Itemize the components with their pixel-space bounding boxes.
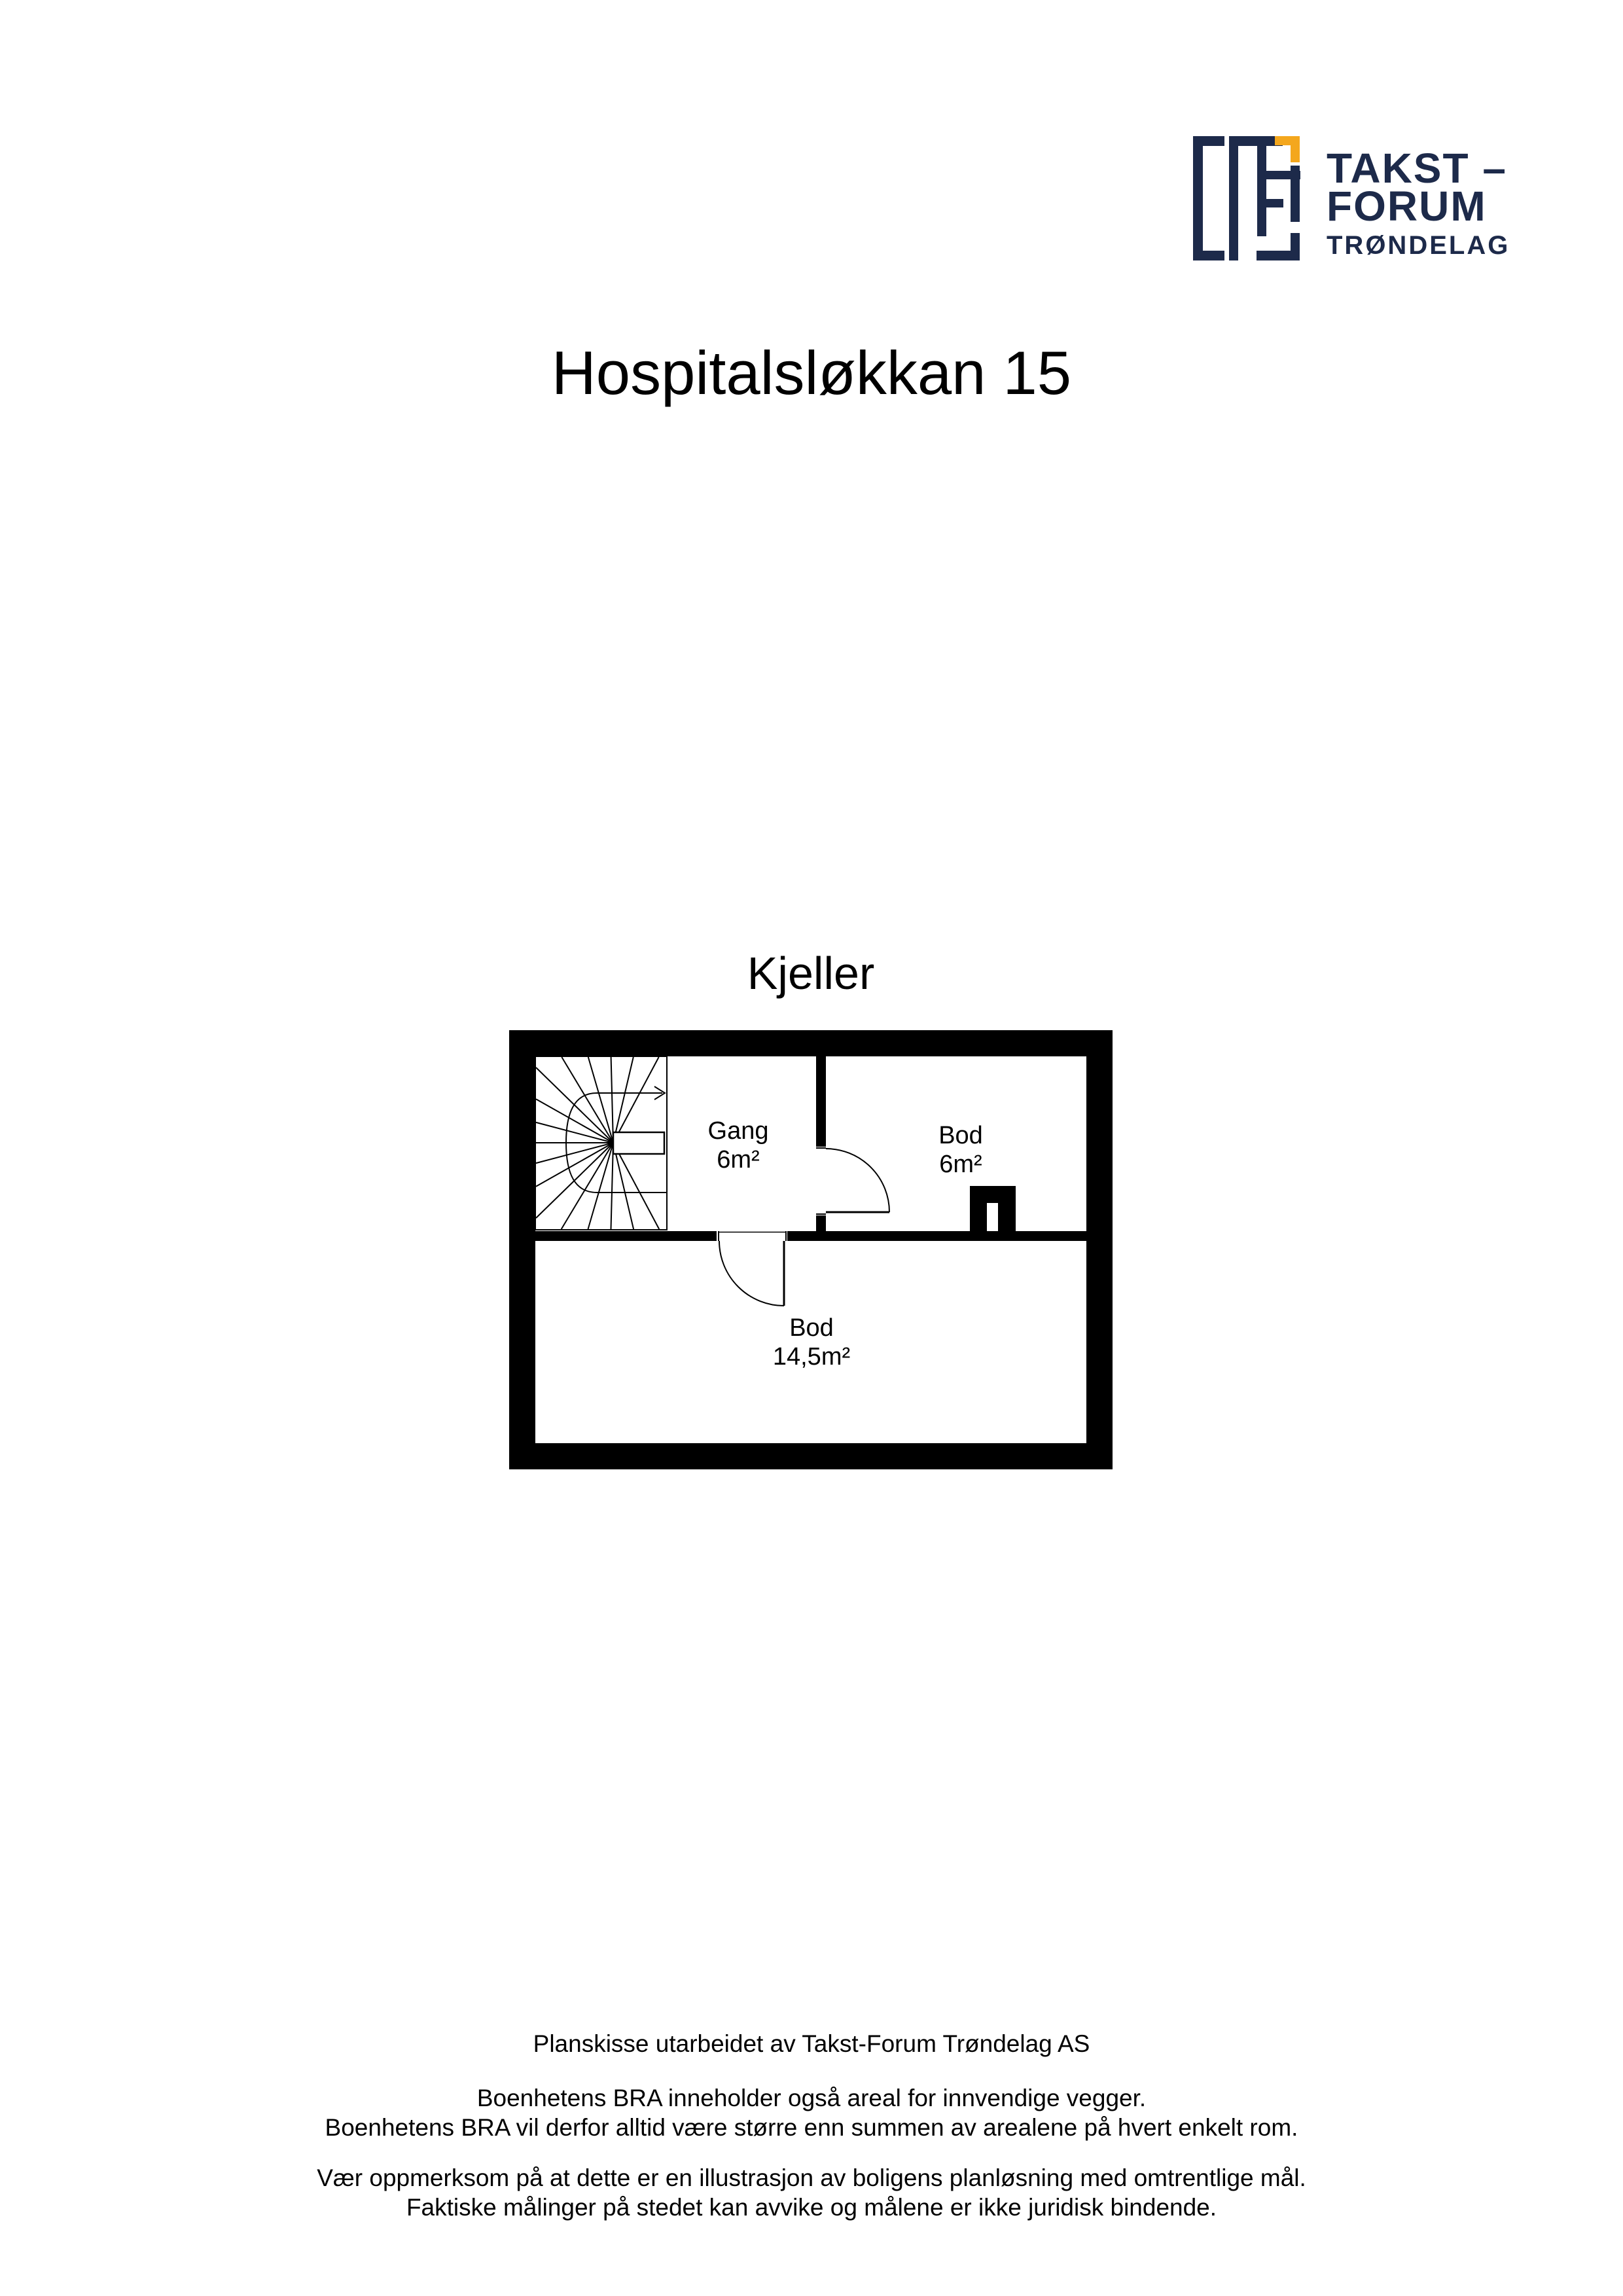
- page-title: Hospitalsløkkan 15: [551, 338, 1072, 407]
- room-label-gang: [708, 1117, 769, 1174]
- room-name: Bod: [938, 1122, 983, 1149]
- footer-disclaimer: [0, 2163, 1623, 2222]
- floorplan-logo-icon: [1190, 135, 1304, 262]
- logo-line-trondelag: TRØNDELAG: [1327, 231, 1510, 260]
- logo-line-takst: TAKST –: [1327, 145, 1507, 192]
- footer-bra-line1: Boenhetens BRA inneholder også areal for innvendige vegger.: [476, 2085, 1147, 2111]
- chimney: [970, 1186, 1016, 1231]
- stair-well: [613, 1132, 664, 1154]
- logo-wordmark: [1327, 135, 1510, 266]
- door-gang-bod6: [826, 1149, 889, 1212]
- room-name: Bod: [789, 1314, 834, 1342]
- room-area: 14,5m²: [772, 1343, 851, 1371]
- partition-wall: [816, 1056, 826, 1231]
- logo-yellow-corner: [1275, 136, 1300, 162]
- footer-notes: [0, 2029, 1623, 2222]
- floor-label: Kjeller: [747, 948, 875, 999]
- footer-credit: Planskisse utarbeidet av Takst-Forum Trøndelag AS: [533, 2030, 1090, 2057]
- floorplan-svg: [509, 1030, 1113, 1469]
- room-area: 6m²: [717, 1146, 760, 1174]
- footer-bra-note: [0, 2083, 1623, 2142]
- footer-disclaimer-line2: Faktiske målinger på stedet kan avvike og målene er ikke juridisk bindende.: [406, 2194, 1217, 2221]
- footer-disclaimer-line1: Vær oppmerksom på at dette er en illustrasjon av boligens planløsning med omtrentlige mål.: [317, 2164, 1306, 2191]
- room-label-bod145: [773, 1314, 850, 1371]
- door-gang-bod145: [719, 1241, 784, 1306]
- takst-forum-logo: [1190, 135, 1530, 266]
- footer-bra-line2: Boenhetens BRA vil derfor alltid være større enn summen av arealene på hvert enkelt rom.: [325, 2114, 1298, 2141]
- floorplan-drawing: [509, 1030, 1113, 1469]
- logo-line-forum: FORUM: [1327, 183, 1487, 230]
- divider-wall: [535, 1231, 1086, 1241]
- room-label-bod6: [938, 1121, 983, 1179]
- room-area: 6m²: [939, 1151, 982, 1178]
- staircase: [535, 1056, 667, 1230]
- room-name: Gang: [707, 1117, 769, 1145]
